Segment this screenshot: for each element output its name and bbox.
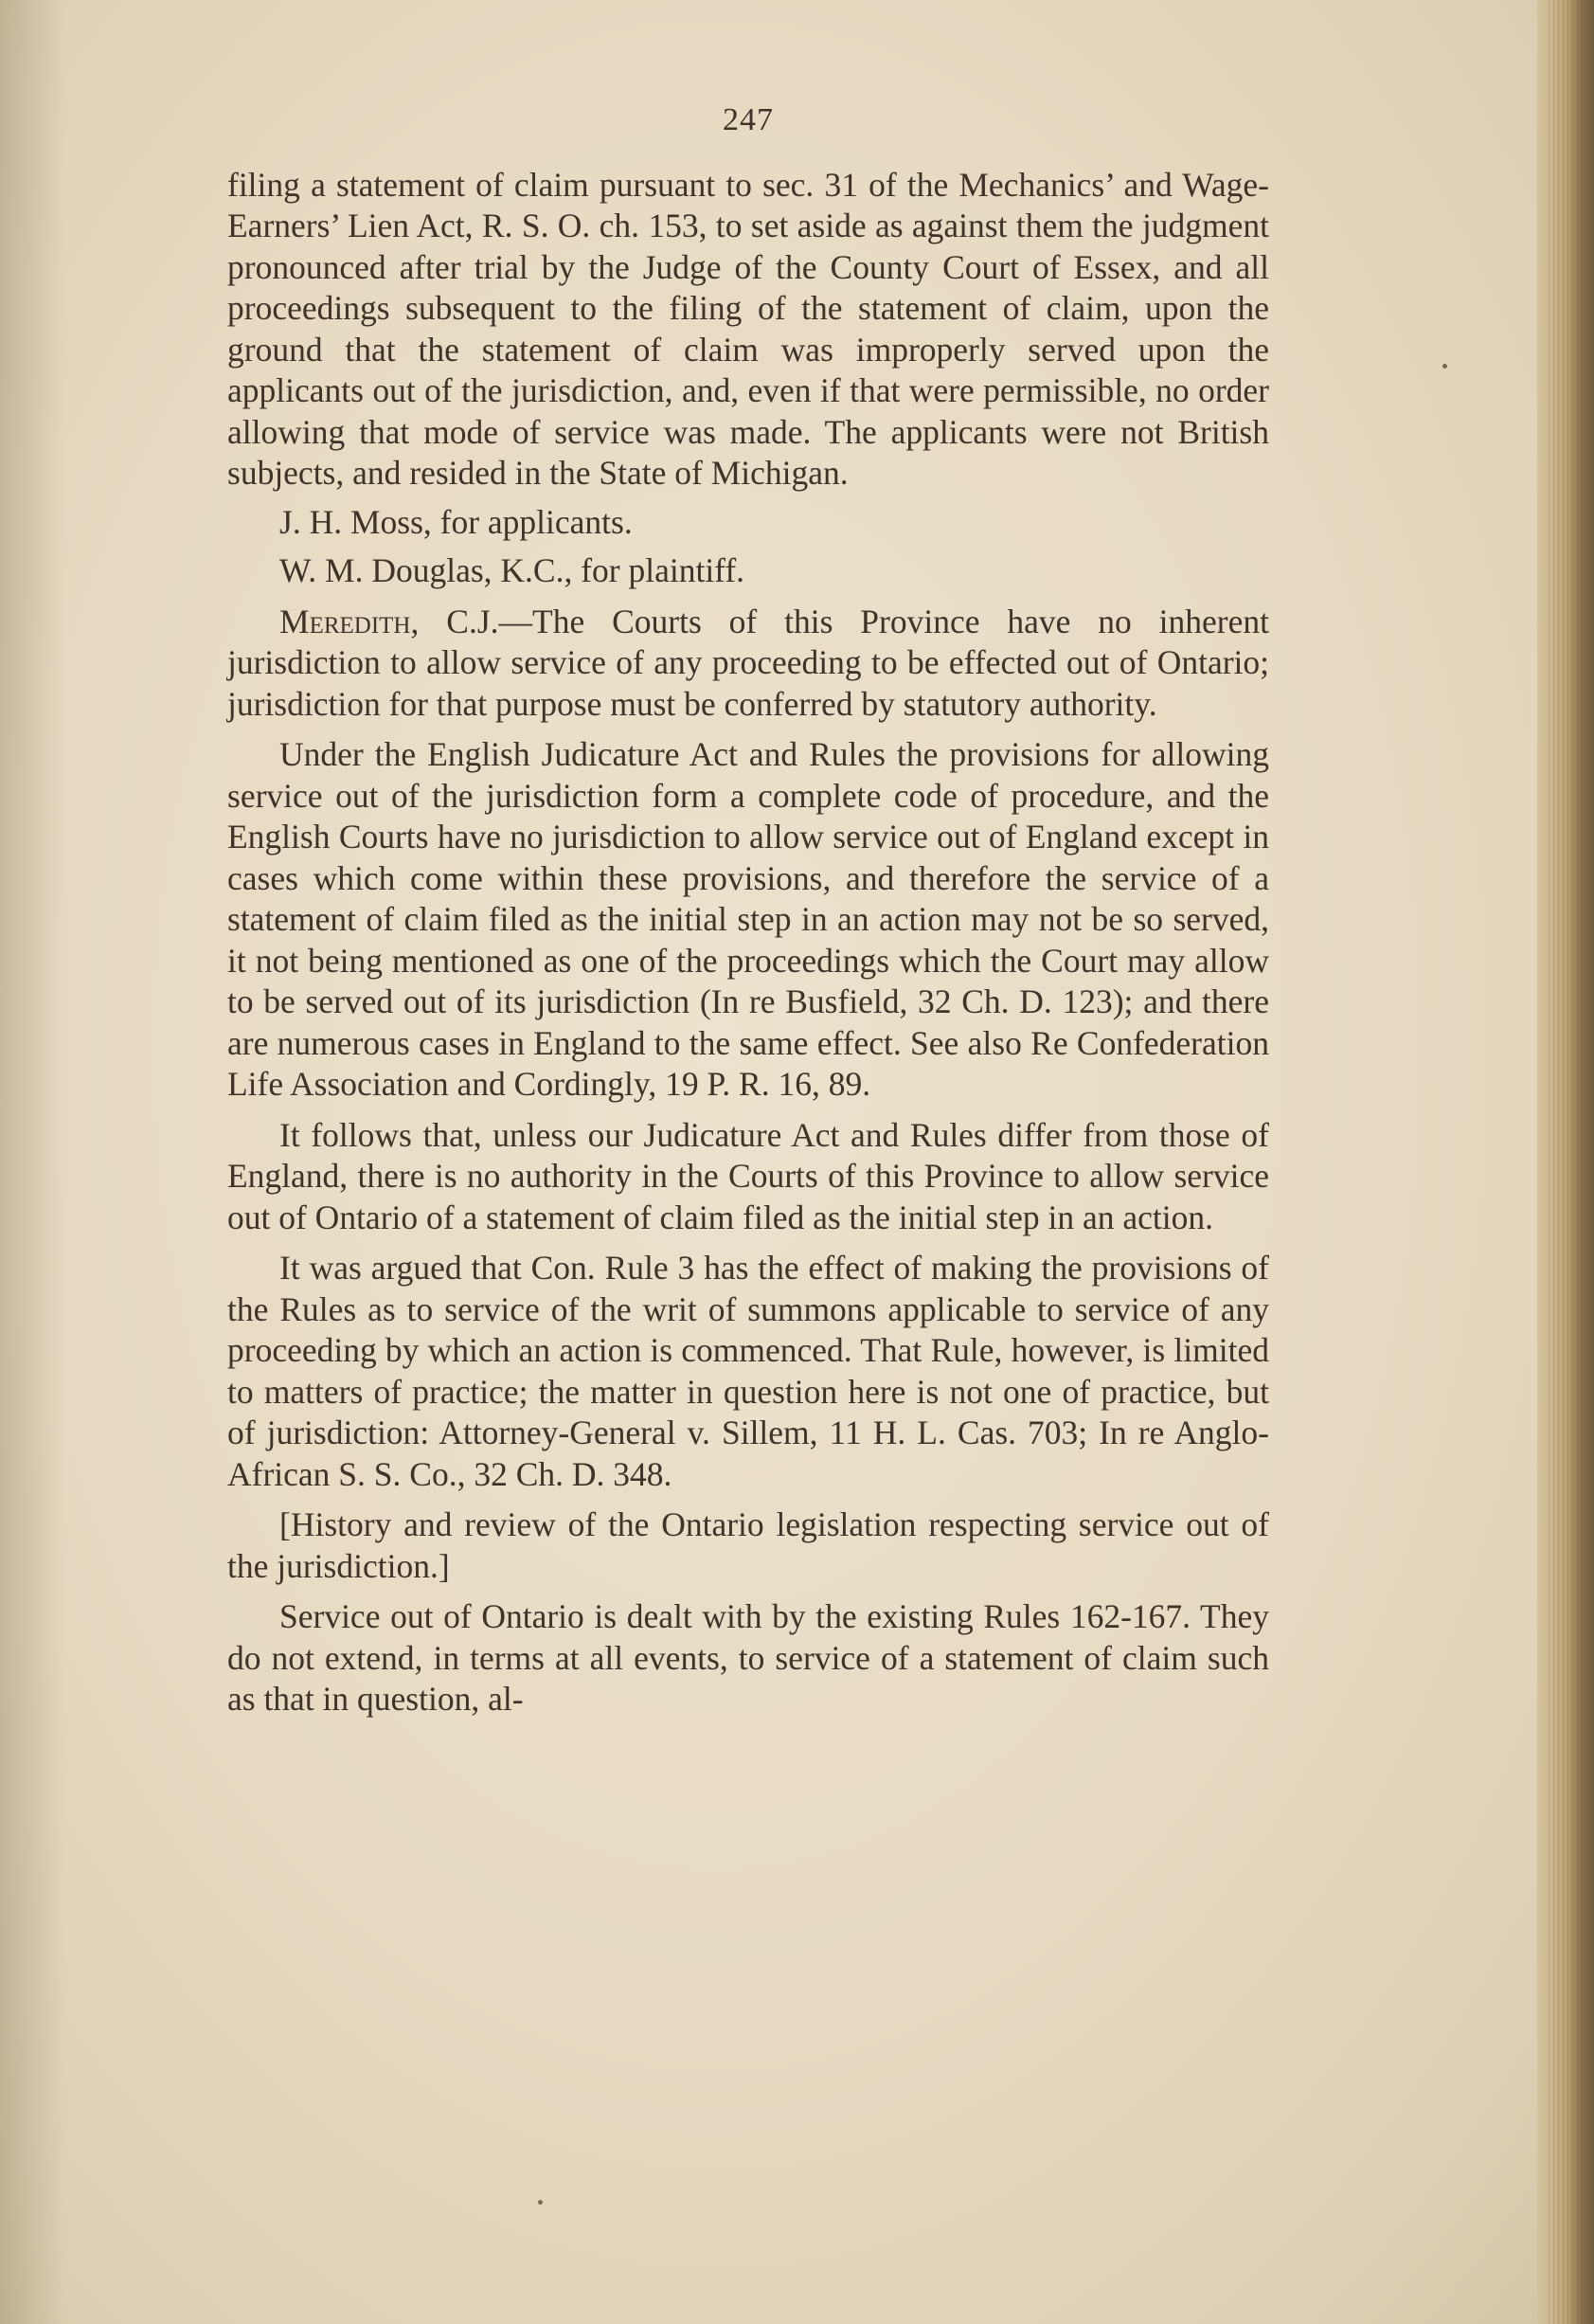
page-edge-lines — [1549, 0, 1586, 2324]
paper-speck — [1442, 364, 1447, 369]
page-number: 247 — [723, 102, 774, 137]
judge-title: , C.J.— — [410, 602, 533, 640]
judgment-opening-text: The Courts of this Province have no inherent jurisdiction to allow service of any proceeding to be effected out of Ontario; jurisdiction for that purpose must be conferred by statutory authority. — [227, 602, 1269, 723]
paragraph-history-note: [History and review of the Ontario legislation respecting service out of the jurisdiction.] — [227, 1505, 1269, 1585]
paragraph-service-rules: Service out of Ontario is dealt with by the existing Rules 162-167. They do not extend, in terms at all events, to service of a statement of claim such as that in question, al- — [227, 1597, 1269, 1718]
paper-speck — [538, 2200, 543, 2205]
judge-name: Meredith — [279, 602, 411, 640]
counsel-applicants: J. H. Moss, for applicants. — [279, 502, 633, 541]
paragraph-english-judicature: Under the English Judicature Act and Rules the provisions for allowing service out of the jurisdiction form a complete code of procedure, and the English Courts have no jurisdiction to allow service out of England except in cases which come within these provisions, and therefore the service of a statement of claim filed as the initial step in an action may not be so served, it not being mentioned as one of the proceedings which the Court may allow to be served out of its jurisdiction (In re Busfield, 32 Ch. D. 123); and there are numerous cases in England to the same effect. See also Re Confederation Life Association and Cordingly, 19 P. R. 16, 89. — [227, 735, 1269, 1103]
paragraph-case-intro: filing a statement of claim pursuant to sec. 31 of the Mechanics’ and Wage-Earners’ Lien Act, R. S. O. ch. 153, to set aside as against them the judgment pronounced after trial by the Judge of the County Court of Essex, and all proceedings subsequent to the filing of the statement of claim, upon the ground that the statement of claim was improperly served upon the applicants out of the jurisdiction, and, even if that were permissible, no order allowing that mode of service was made. The applicants were not British subjects, and resided in the State of Michigan. — [227, 165, 1269, 492]
paragraph-follows: It follows that, unless our Judicature Act and Rules differ from those of England, there is no authority in the Courts of this Province to allow service out of Ontario of a statement of claim filed as the initial step in an action. — [227, 1115, 1269, 1236]
page-content — [227, 99, 1269, 1720]
paragraph-con-rule: It was argued that Con. Rule 3 has the effect of making the provisions of the Rules as to service of the writ of summons applicable to service of any proceeding by which an action is commenced. That Rule, however, is limited to matters of practice; the matter in question here is not one of practice, but of jurisdiction: Attorney-General v. Sillem, 11 H. L. Cas. 703; In re Anglo-African S. S. Co., 32 Ch. D. 348. — [227, 1249, 1269, 1493]
paragraph-judgment-opening — [227, 602, 1269, 726]
gutter-shadow — [0, 0, 66, 2324]
counsel-plaintiff: W. M. Douglas, K.C., for plaintiff. — [279, 551, 745, 589]
